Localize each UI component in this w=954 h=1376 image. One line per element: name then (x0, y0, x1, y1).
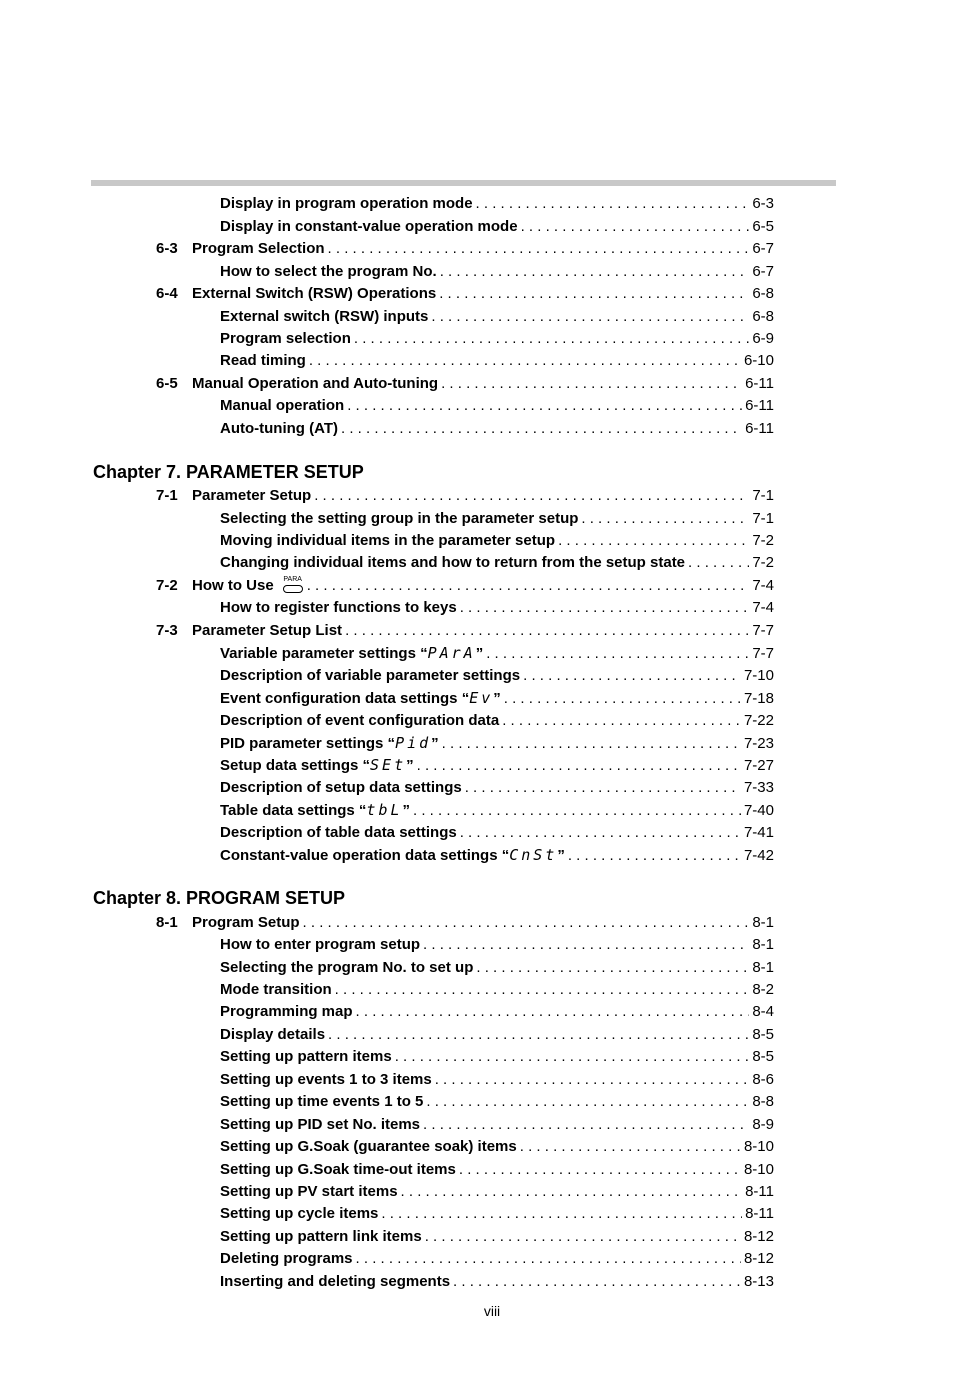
toc-entry[interactable] (0, 754, 954, 776)
page-reference: 6-7 (752, 240, 774, 257)
title-text: Program Selection (192, 240, 325, 257)
toc-entry[interactable] (0, 508, 954, 530)
toc-entry-title (220, 530, 555, 552)
toc-entry-line (220, 1181, 774, 1203)
leader-dots (581, 508, 749, 530)
page-reference: 7-2 (752, 554, 774, 571)
toc-entry-title (220, 1203, 378, 1225)
leader-dots (413, 800, 741, 822)
toc-entry-title (192, 283, 436, 305)
toc-entry-line (220, 597, 774, 619)
toc-entry-line (220, 777, 774, 799)
toc-entry-title (220, 216, 518, 238)
page-reference: 8-12 (743, 1228, 774, 1245)
toc-entry[interactable] (0, 1271, 954, 1293)
page-reference: 8-2 (752, 981, 774, 998)
page-reference: 6-5 (752, 218, 774, 235)
toc-entry[interactable] (0, 912, 954, 934)
header-rule (91, 180, 836, 186)
title-text: How to register functions to keys (220, 599, 457, 616)
page-reference: 7-40 (743, 802, 774, 819)
toc-entry[interactable] (0, 934, 954, 956)
toc-entry[interactable] (0, 193, 954, 215)
leader-dots (335, 979, 750, 1001)
toc-entry-line (220, 822, 774, 844)
toc-entry[interactable] (0, 687, 954, 709)
toc-entry[interactable] (0, 642, 954, 664)
toc-entry[interactable] (0, 732, 954, 754)
toc-entry-title (192, 912, 300, 934)
leader-dots (354, 328, 749, 350)
leader-dots (341, 418, 742, 440)
toc-entry-line (192, 575, 774, 597)
leader-dots (520, 1136, 741, 1158)
toc-entry-title (220, 957, 473, 979)
leader-dots (568, 845, 741, 867)
toc-entry-line (192, 620, 774, 642)
toc-entry-title (220, 328, 351, 350)
page-reference: 6-11 (745, 375, 774, 392)
closing-quote: ” (406, 757, 414, 774)
toc-entry-line (220, 665, 774, 687)
toc-entry-line (220, 957, 774, 979)
toc-entry[interactable] (0, 822, 954, 844)
page-reference: 6-10 (743, 352, 774, 369)
title-text: Setting up events 1 to 3 items (220, 1071, 432, 1088)
lcd-display-code: tbL (366, 801, 403, 819)
toc-entry[interactable] (0, 238, 954, 260)
leader-dots (426, 1091, 749, 1113)
leader-dots (459, 1159, 741, 1181)
toc-entry-line (220, 552, 774, 574)
page-reference: 6-9 (752, 330, 774, 347)
toc-entry[interactable] (0, 418, 954, 440)
title-text: Table data settings “ (220, 802, 367, 819)
title-text: Programming map (220, 1003, 353, 1020)
section-number: 7-3 (156, 622, 178, 639)
toc-entry-line (192, 485, 774, 507)
page-reference: 8-5 (752, 1026, 774, 1043)
leader-dots (453, 1271, 741, 1293)
toc-entry[interactable] (0, 216, 954, 238)
toc-entry-line (220, 530, 774, 552)
toc-entry-line (220, 216, 774, 238)
page-reference: 7-23 (743, 735, 774, 752)
toc-entry-line (220, 261, 774, 283)
lcd-display-code: PArA (427, 644, 476, 662)
page-reference: 7-1 (752, 487, 774, 504)
toc-entry-line (220, 508, 774, 530)
title-text: Selecting the program No. to set up (220, 959, 474, 976)
toc-entry[interactable] (0, 306, 954, 328)
page-reference: 7-4 (752, 599, 774, 616)
closing-quote: ” (431, 735, 439, 752)
section-number: 6-4 (156, 285, 178, 302)
lcd-display-code: Ev (469, 689, 494, 707)
leader-dots (309, 350, 741, 372)
toc-entry-line (220, 1069, 774, 1091)
lcd-display-code: SEt (370, 756, 407, 774)
toc-entry[interactable] (0, 1136, 954, 1158)
page-reference: 6-8 (752, 285, 774, 302)
page-reference: 6-3 (752, 195, 774, 212)
toc-entry[interactable] (0, 1069, 954, 1091)
toc-entry-title (220, 1069, 432, 1091)
title-text: Setting up G.Soak (guarantee soak) items (220, 1138, 517, 1155)
title-text: Display in constant-value operation mode (220, 218, 518, 235)
leader-dots (439, 283, 749, 305)
page-reference: 8-10 (743, 1161, 774, 1178)
title-text: Description of variable parameter settings (220, 667, 521, 684)
title-text: Moving individual items in the parameter setup (220, 532, 556, 549)
closing-quote: ” (402, 802, 411, 819)
title-text: Setting up cycle items (220, 1205, 379, 1222)
title-text: Inserting and deleting segments (220, 1273, 451, 1290)
toc-entry[interactable] (0, 597, 954, 619)
toc-entry-line (192, 373, 774, 395)
toc-entry-title (220, 732, 439, 755)
toc-entry[interactable] (0, 1159, 954, 1181)
leader-dots (356, 1248, 741, 1270)
page-reference: 7-18 (743, 690, 774, 707)
para-key-button-shape (283, 585, 303, 593)
page-reference: 6-11 (745, 397, 774, 414)
page-reference: 7-7 (752, 645, 774, 662)
title-text: Read timing (220, 352, 306, 369)
toc-entry-title (220, 597, 457, 619)
toc-entry-title (192, 373, 438, 395)
toc-entry-line (220, 1159, 774, 1181)
toc-entry-title (192, 485, 311, 507)
page-reference: 7-42 (743, 847, 774, 864)
title-text: Manual Operation and Auto-tuning (192, 375, 439, 392)
page-reference: 8-5 (752, 1048, 774, 1065)
page-reference: 7-2 (752, 532, 774, 549)
title-text: Display details (220, 1026, 326, 1043)
toc-entry-title (220, 306, 428, 328)
leader-dots (523, 665, 741, 687)
title-text: Constant-value operation data settings “ (220, 847, 510, 864)
title-text: Setup data settings “ (220, 757, 371, 774)
toc-entry-line (220, 844, 774, 867)
page-reference: 8-11 (745, 1205, 774, 1222)
title-text: Selecting the setting group in the parameter setup (220, 510, 579, 527)
title-text: Setting up pattern link items (220, 1228, 422, 1245)
toc-entry-line (220, 193, 774, 215)
leader-dots (476, 957, 749, 979)
leader-dots (486, 643, 749, 665)
title-text: Description of setup data settings (220, 779, 462, 796)
chapter-8-heading: Chapter 8. PROGRAM SETUP (93, 888, 346, 908)
leader-dots (347, 395, 742, 417)
closing-quote: ” (493, 690, 501, 707)
toc-entry-line (220, 1136, 774, 1158)
toc-entry-title (220, 799, 410, 822)
section-number: 6-5 (156, 375, 178, 392)
leader-dots (303, 912, 750, 934)
toc-entry[interactable] (0, 283, 954, 305)
toc-entry-title (220, 1136, 517, 1158)
toc-entry-line (220, 1114, 774, 1136)
toc-entry[interactable] (0, 1114, 954, 1136)
toc-entry[interactable] (0, 1024, 954, 1046)
toc-entry-title (192, 238, 325, 260)
toc-entry-title (220, 1226, 422, 1248)
page-reference: 7-1 (752, 510, 774, 527)
title-text: External Switch (RSW) Operations (192, 285, 437, 302)
toc-entry-title (220, 1248, 353, 1270)
title-text: Display in program operation mode (220, 195, 473, 212)
toc-entry[interactable] (0, 373, 954, 395)
leader-dots (435, 1069, 750, 1091)
toc-entry[interactable] (0, 710, 954, 732)
title-text: Deleting programs (220, 1250, 353, 1267)
page-reference: 8-12 (743, 1250, 774, 1267)
leader-dots (431, 306, 749, 328)
title-text: Variable parameter settings “ (220, 645, 428, 662)
para-key-label: PARA (283, 576, 302, 584)
title-text: Setting up PID set No. items (220, 1116, 421, 1133)
toc-entry-line (220, 979, 774, 1001)
leader-dots (465, 777, 741, 799)
title-text: Program Setup (192, 914, 300, 931)
toc-entry-line (220, 1091, 774, 1113)
toc-entry-title (220, 1024, 325, 1046)
section-number: 8-1 (156, 914, 178, 931)
toc-entry-title (220, 844, 565, 867)
toc-entry-title (220, 710, 499, 732)
closing-quote: ” (557, 847, 565, 864)
page-reference: 8-10 (743, 1138, 774, 1155)
toc-entry-title (220, 665, 520, 687)
toc-entry-line (220, 328, 774, 350)
chapter-7-heading: Chapter 7. PARAMETER SETUP (93, 462, 364, 482)
leader-dots (460, 822, 741, 844)
leader-dots (356, 1001, 750, 1023)
toc-entry-title (220, 418, 338, 440)
toc-entry-title (220, 687, 501, 710)
title-text: Setting up pattern items (220, 1048, 392, 1065)
title-text: Description of table data settings (220, 824, 457, 841)
toc-entry-line (220, 1001, 774, 1023)
leader-dots (307, 575, 750, 597)
title-text: Setting up PV start items (220, 1183, 398, 1200)
leader-dots (558, 530, 749, 552)
toc-entry[interactable] (0, 1046, 954, 1068)
title-text: How to select the program No. (220, 263, 437, 280)
toc-entry-line (220, 687, 774, 710)
toc-entry[interactable] (0, 1001, 954, 1023)
title-text: Parameter Setup (192, 487, 312, 504)
section-number: 7-1 (156, 487, 178, 504)
title-text: Changing individual items and how to return from the setup state (220, 554, 686, 571)
toc-entry-line (220, 934, 774, 956)
page-reference: 7-10 (743, 667, 774, 684)
page-reference: 7-4 (752, 577, 774, 594)
leader-dots (328, 1024, 749, 1046)
page-reference: 8-6 (752, 1071, 774, 1088)
leader-dots (502, 710, 741, 732)
toc-entry-title (192, 620, 342, 642)
toc-entry-title (220, 777, 462, 799)
toc-entry-title (220, 754, 414, 777)
page-reference: 6-7 (752, 263, 774, 280)
leader-dots (425, 1226, 741, 1248)
page-reference: 7-41 (743, 824, 774, 841)
toc-entry-title (220, 1091, 423, 1113)
toc-entry[interactable] (0, 485, 954, 507)
page-reference: 8-1 (752, 959, 774, 976)
leader-dots (345, 620, 749, 642)
title-text: External switch (RSW) inputs (220, 308, 429, 325)
toc-entry-title (220, 1114, 420, 1136)
toc-entry-title (220, 1001, 353, 1023)
toc-entry-line (220, 350, 774, 372)
page-reference: 8-11 (745, 1183, 774, 1200)
leader-dots (423, 934, 749, 956)
toc-entry-title (220, 822, 457, 844)
toc-entry-title (220, 193, 473, 215)
leader-dots (328, 238, 750, 260)
title-text: Event configuration data settings “ (220, 690, 470, 707)
toc-entry-line (220, 710, 774, 732)
toc-entry[interactable] (0, 530, 954, 552)
toc-entry-title (192, 575, 304, 597)
leader-dots (460, 597, 750, 619)
page-reference: 7-27 (743, 757, 774, 774)
title-text: Auto-tuning (AT) (220, 420, 339, 437)
leader-dots (504, 688, 741, 710)
toc-entry-title (220, 1181, 398, 1203)
title-text: Description of event configuration data (220, 712, 500, 729)
leader-dots (441, 373, 742, 395)
toc-entry-line (192, 238, 774, 260)
page-reference: 6-8 (752, 308, 774, 325)
toc-entry-title (220, 552, 685, 574)
toc-entry-title (220, 934, 420, 956)
para-key-icon (282, 576, 304, 593)
toc-entry[interactable] (0, 1181, 954, 1203)
toc-entry-title (220, 395, 344, 417)
section-number: 6-3 (156, 240, 178, 257)
closing-quote: ” (475, 645, 484, 662)
toc-entry-title (220, 508, 578, 530)
page-reference: 8-1 (752, 914, 774, 931)
toc-entry[interactable] (0, 957, 954, 979)
toc-entry-line (220, 1203, 774, 1225)
leader-dots (381, 1203, 742, 1225)
toc-entry[interactable] (0, 979, 954, 1001)
toc-entry-line (220, 395, 774, 417)
toc-entry[interactable] (0, 620, 954, 642)
toc-entry-line (220, 642, 774, 665)
toc-entry[interactable] (0, 1091, 954, 1113)
page-reference: 8-4 (752, 1003, 774, 1020)
toc-entry-line (220, 418, 774, 440)
leader-dots (521, 216, 750, 238)
leader-dots (401, 1181, 743, 1203)
leader-dots (688, 552, 749, 574)
toc-entry-line (220, 799, 774, 822)
toc-entry[interactable] (0, 261, 954, 283)
toc-entry-title (220, 1046, 392, 1068)
toc-entry-line (220, 1024, 774, 1046)
toc-entry-line (220, 1271, 774, 1293)
toc-entry-line (220, 1248, 774, 1270)
leader-dots (417, 755, 741, 777)
toc-entry-line (220, 306, 774, 328)
toc-entry-line (220, 1046, 774, 1068)
lcd-display-code: Pid (395, 734, 432, 752)
leader-dots (442, 733, 741, 755)
title-text: PID parameter settings “ (220, 735, 396, 752)
toc-entry[interactable] (0, 1203, 954, 1225)
toc-entry[interactable] (0, 844, 954, 866)
toc-entry[interactable] (0, 328, 954, 350)
leader-dots (440, 261, 750, 283)
toc-entry-line (192, 283, 774, 305)
section-number: 7-2 (156, 577, 178, 594)
page-reference: 8-8 (752, 1093, 774, 1110)
toc-entry[interactable] (0, 350, 954, 372)
toc-entry-title (220, 350, 306, 372)
toc-entry[interactable] (0, 552, 954, 574)
toc-entry-title (220, 642, 483, 665)
lcd-display-code: CnSt (509, 846, 558, 864)
title-text: How to Use (192, 577, 274, 594)
page-reference: 8-9 (752, 1116, 774, 1133)
page-number: viii (483, 1303, 501, 1319)
leader-dots (395, 1046, 750, 1068)
title-text: Setting up G.Soak time-out items (220, 1161, 456, 1178)
page-reference: 7-7 (752, 622, 774, 639)
toc-entry-line (192, 912, 774, 934)
toc-entry-title (220, 261, 437, 283)
toc-entry[interactable] (0, 777, 954, 799)
toc-entry-title (220, 1159, 456, 1181)
page-reference: 7-33 (743, 779, 774, 796)
leader-dots (314, 485, 749, 507)
toc-entry[interactable] (0, 1226, 954, 1248)
toc-entry-line (220, 1226, 774, 1248)
toc-entry-line (220, 754, 774, 777)
toc-entry[interactable] (0, 665, 954, 687)
page-reference: 6-11 (745, 420, 774, 437)
toc-entry-line (220, 732, 774, 755)
toc-entry[interactable] (0, 1248, 954, 1270)
toc-entry[interactable] (0, 799, 954, 821)
title-text: Setting up time events 1 to 5 (220, 1093, 424, 1110)
title-text: Parameter Setup List (192, 622, 343, 639)
page-reference: 8-13 (743, 1273, 774, 1290)
leader-dots (476, 193, 750, 215)
title-text: How to enter program setup (220, 936, 421, 953)
toc-entry[interactable] (0, 395, 954, 417)
page-reference: 7-22 (743, 712, 774, 729)
title-text: Program selection (220, 330, 351, 347)
title-text: Manual operation (220, 397, 345, 414)
title-text: Mode transition (220, 981, 332, 998)
toc-entry-title (220, 979, 332, 1001)
leader-dots (423, 1114, 749, 1136)
toc-entry-title (220, 1271, 450, 1293)
page-reference: 8-1 (752, 936, 774, 953)
toc-entry[interactable] (0, 575, 954, 597)
